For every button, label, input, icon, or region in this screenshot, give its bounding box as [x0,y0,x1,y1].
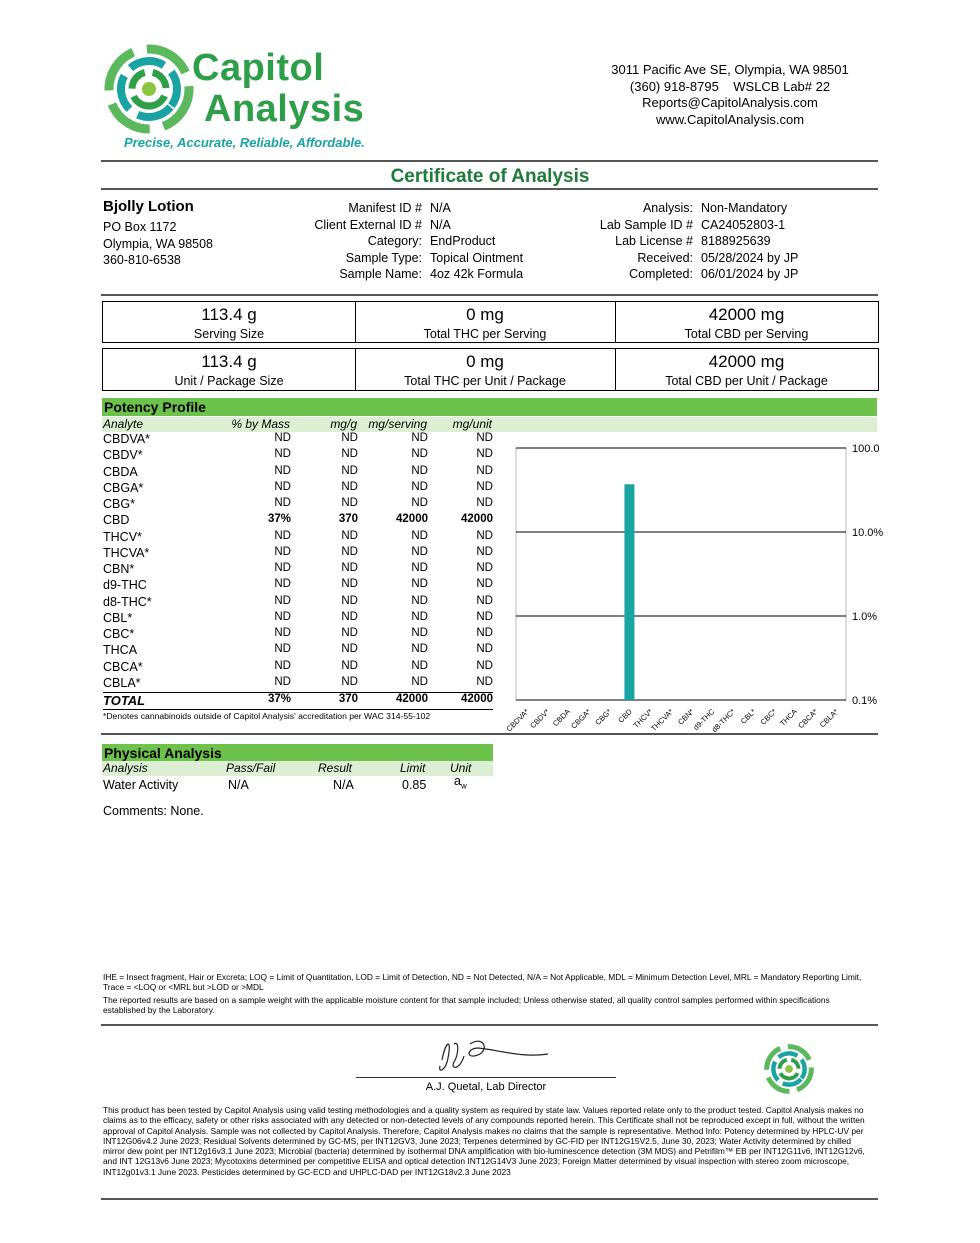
capitol-analysis-small-logo [765,1045,813,1093]
percent-by-mass: ND [274,610,291,623]
col-result: Result [318,761,353,775]
mg-per-unit: ND [476,448,493,461]
document-title: Certificate of Analysis [390,166,590,187]
sample-field-label: Client External ID # [314,217,422,232]
chart-xtick-label: THCA [778,707,799,728]
sample-field-value: Topical Ointment [430,250,524,265]
analyte-name: CBC* [103,627,135,641]
potency-row [103,643,493,659]
unit-main: a [454,774,461,788]
chart-plot-area [516,448,846,700]
percent-by-mass: ND [274,448,291,461]
mg-per-serving: ND [411,610,428,623]
signature [430,1030,560,1078]
mg-per-unit: ND [476,545,493,558]
analyte-name: CBG* [103,497,135,511]
thc-unit-value: 0 mg [466,352,504,371]
mg-per-g: ND [341,594,358,607]
percent-by-mass: ND [274,659,291,672]
total-percent-by-mass: 37% [267,693,291,705]
mg-per-serving: ND [411,578,428,591]
potency-row [103,676,493,692]
chart-xtick-label: CBGA* [569,707,593,731]
mg-per-unit: ND [476,529,493,542]
total-analyte-name: TOTAL [103,693,146,708]
chart-ytick-label: 10.0% [852,527,884,539]
chart-xtick-label: CBLA* [817,707,841,730]
percent-by-mass: ND [274,545,291,558]
cbd-unit-value: 42000 mg [708,352,785,371]
potency-row [103,448,493,464]
physical-unit [454,774,467,791]
analysis-field-value: 8188925639 [701,234,771,248]
mg-per-g: ND [341,578,358,591]
potency-row [103,660,493,676]
chart-xtick-label: THCV* [631,707,655,730]
mg-per-unit: ND [476,480,493,493]
potency-column-headers [102,417,877,432]
lab-address: 3011 Pacific Ave SE, Olympia, WA 98501 [611,62,849,77]
physical-analysis-header: Physical Analysis [102,744,493,761]
chart-bar [624,484,634,700]
analyte-name: CBCA* [103,659,143,674]
lab-phone-license: (360) 918-8795 WSLCB Lab# 22 [629,78,831,94]
mg-per-serving: ND [411,448,428,461]
col-limit: Limit [400,761,426,775]
summary-unit-box [102,348,879,391]
thc-serving-label: Total THC per Serving [423,327,547,341]
potency-row [103,595,493,611]
potency-profile-header: Potency Profile [102,398,877,416]
divider [101,733,878,735]
col-analysis: Analysis [103,761,148,775]
chart-xtick-label: d9-THC [691,707,717,732]
divider [101,188,878,190]
lab-name-line1: Capitol [192,47,325,89]
mg-per-unit: 42000 [461,513,493,526]
mg-per-g: ND [341,545,358,558]
total-mg-per-unit: 42000 [461,693,493,705]
mg-per-unit: ND [476,464,493,477]
analyte-name: CBDVA* [103,432,151,446]
client-address1: PO Box 1172 [103,220,177,234]
potency-footnote: *Denotes cannabinoids outside of Capitol Analysis' accreditation per WAC 314-55-102 [103,711,431,721]
analyte-name: CBGA* [103,480,144,495]
mg-per-unit: ND [476,578,493,591]
potency-row [103,562,493,578]
mg-per-g: ND [341,464,358,477]
mg-per-serving: ND [411,529,428,542]
analyte-name: CBL* [103,610,133,625]
analysis-field-label: Analysis: [642,201,693,215]
mg-per-g: ND [341,627,358,639]
analyte-name: THCVA* [103,545,150,560]
col-analyte: Analyte [103,417,144,431]
physical-column-headers [102,761,493,776]
client-address2: Olympia, WA 98508 [103,236,214,251]
percent-by-mass: ND [274,464,291,477]
physical-analysis-name: Water Activity [103,778,179,792]
analyte-name: CBDA [103,464,138,479]
sample-field-value: N/A [430,217,451,232]
percent-by-mass: ND [274,562,291,574]
percent-by-mass: ND [274,578,291,591]
potency-row [103,465,493,481]
unit-size-value: 113.4 g [201,352,257,371]
percent-by-mass: ND [274,675,291,688]
thc-serving-cell [355,302,615,342]
signatory-name: A.J. Quetal, Lab Director [425,1081,547,1093]
col-pass-fail: Pass/Fail [226,761,276,775]
mg-per-unit: ND [476,610,493,623]
mg-per-unit: ND [476,627,493,639]
disclaimer-method-info: This product has been tested by Capitol Analysis using valid testing methodologies and a quality system as required by state law. Values reported relate only to the product tested. Capitol Analysis makes no claims as to the efficacy, safety or other risks associated with any detected or non-detected levels of any compounds reported herein. This Certificate shall not be reproduced except in full, without the written approval of Capitol Analysis. Sample was not collected by Capitol Analysis. Therefore, Capitol Analysis makes no claims that the sample is representative. Method Info: Potency determined by HPLC-UV per INT12G06v4.2 June 2023; Residual Solvents determined by GC-MS, per INT12GV3, June 2023; Terpenes determined by GC-FID per INT12G15V2.5, June 30, 2023; Water Activity determined by chilled mirror dew point per INT12g16v3.1 June 2023; Microbial (bacteria) determined by isothermal DNA amplification with bio-luminescence detection (3M MDS) and Petrifilm™ EB per INT12G11v6, INT12G12v6, and INT 12G13v6 June 2023; Mycotoxins determined per competitive ELISA and optical detection INT12G14V3 June 2023; Foreign Matter determined by visual inspection with stereo zoom microscope, INT12g01v3.1 June 2023. Pesticides determined by GC-ECD and UHPLC-DAD per INT12G18v2.3 June 2023 [103,1105,865,1177]
percent-by-mass: ND [274,432,291,444]
signature-line [356,1077,616,1078]
chart-ytick-label: 0.1% [852,695,878,707]
mg-per-g: ND [341,529,358,542]
chart-xtick-label: CBD [616,707,634,725]
thc-unit-label: Total THC per Unit / Package [404,374,566,388]
sample-field-label: Manifest ID # [348,201,422,215]
analysis-field-label: Completed: [629,267,693,281]
summary-serving-box [102,301,879,343]
mg-per-unit: ND [476,497,493,509]
analyte-name: THCA [103,643,138,658]
mg-per-unit: ND [476,432,493,444]
mg-per-g: ND [341,610,358,623]
unit-sub: w [460,781,467,791]
mg-per-unit: ND [476,659,493,672]
sample-field-value: 4oz 42k Formula [430,267,524,281]
analyte-name: CBD [103,513,130,528]
physical-pass-fail: N/A [228,778,249,792]
client-address [103,219,213,269]
capitol-analysis-logo [106,46,192,132]
mg-per-serving: ND [411,643,428,656]
analysis-field-label: Lab License # [615,234,693,248]
chart-ytick-label: 1.0% [852,611,878,623]
mg-per-serving: ND [411,627,428,639]
percent-by-mass: ND [274,480,291,493]
unit-size-label: Unit / Package Size [174,374,284,388]
lab-website[interactable]: www.CapitolAnalysis.com [655,111,805,127]
physical-row [102,774,493,796]
mg-per-serving: ND [411,464,428,477]
divider [101,1024,878,1026]
chart-xtick-label: CBDA [550,707,572,729]
analyte-name: THCV* [103,529,142,544]
results-statement: The reported results are based on a sample weight with the applicable moisture content for that sample included; Unless otherwise stated, all quality control samples performed within specifications established by the Laboratory. [103,995,830,1016]
abbreviation-legend: IHE = Insect fragment, Hair or Excreta; LOQ = Limit of Quantitation, LOD = Limit of Detection, ND = Not Detected, N/A = Not Applicable, MDL = Minimum Detection Level, MRL = Mandatory Reporting Limit, Trace = <LOQ or <MRL but >LOD or >MDL [103,972,862,993]
mg-per-serving: ND [411,545,428,558]
mg-per-serving: ND [411,497,428,509]
mg-per-unit: ND [476,594,493,607]
sample-field-label: Sample Type: [345,250,422,265]
potency-row [103,611,493,627]
potency-row [103,481,493,497]
total-mg-per-g: 370 [338,693,358,705]
percent-by-mass: ND [274,627,291,639]
col-percent: % by Mass [231,417,290,431]
analyte-name: d8-THC* [103,594,152,609]
mg-per-g: ND [341,432,358,444]
percent-by-mass: ND [274,529,291,542]
potency-row [103,578,493,594]
lab-email[interactable]: Reports@CapitolAnalysis.com [642,95,818,110]
percent-by-mass: 37% [267,513,291,526]
chart-xtick-label: d8-THC* [709,707,737,735]
potency-row [103,530,493,546]
mg-per-g: ND [341,497,358,509]
chart-xtick-label: CBL* [738,707,758,726]
mg-per-g: ND [341,480,358,493]
analyte-name: CBLA* [103,675,141,690]
col-mgg: mg/g [330,417,357,431]
analysis-field-value: CA24052803-1 [701,217,786,232]
chart-xtick-label: THCVA* [649,707,676,734]
mg-per-g: ND [341,675,358,688]
sample-field-value: N/A [430,201,451,215]
mg-per-unit: ND [476,675,493,688]
col-mgserving: mg/serving [368,417,427,431]
potency-row [103,627,493,643]
mg-per-serving: ND [411,659,428,672]
mg-per-serving: 42000 [396,513,428,526]
col-unit: Unit [450,761,472,775]
mg-per-serving: ND [411,480,428,493]
physical-result: N/A [333,778,354,792]
mg-per-g: ND [341,659,358,672]
potency-chart [500,436,884,746]
mg-per-serving: ND [411,432,428,444]
potency-total-row [103,693,493,710]
analysis-field-label: Lab Sample ID # [599,217,693,232]
potency-row [103,513,493,529]
lab-name-line2: Analysis [204,88,365,130]
potency-row [103,432,493,448]
chart-xtick-label: CBCA* [796,707,820,731]
mg-per-unit: ND [476,562,493,574]
lab-contact [560,62,900,128]
cbd-serving-label: Total CBD per Serving [684,327,809,341]
mg-per-serving: ND [411,675,428,688]
chart-xtick-label: CBDV* [528,707,552,731]
sample-field-label: Category: [367,234,422,248]
analysis-field-label: Received: [637,250,693,265]
comments: Comments: None. [103,804,204,818]
serving-size-cell [103,302,355,342]
mg-per-g: 370 [338,513,358,526]
percent-by-mass: ND [274,594,291,607]
unit-size-cell [103,349,355,390]
col-mgunit: mg/unit [452,417,492,431]
analyte-name: CBN* [103,562,135,576]
chart-xtick-label: CBDVA* [504,707,531,734]
total-mg-per-serving: 42000 [396,693,428,705]
mg-per-serving: ND [411,562,428,574]
percent-by-mass: ND [274,643,291,656]
thc-serving-value: 0 mg [466,305,504,324]
chart-xtick-label: CBC* [758,707,779,727]
serving-size-label: Serving Size [193,327,265,341]
analysis-field-value: 06/01/2024 by JP [701,267,799,281]
potency-row [103,497,493,513]
chart-xtick-label: CBN* [676,707,696,727]
mg-per-unit: ND [476,643,493,656]
divider [101,160,878,162]
cbd-unit-label: Total CBD per Unit / Package [665,374,828,388]
mg-per-g: ND [341,448,358,461]
thc-unit-cell [355,349,615,390]
sample-field-label: Sample Name: [339,267,422,281]
divider [101,294,878,296]
lab-tagline: Precise, Accurate, Reliable, Affordable. [124,135,365,150]
physical-limit: 0.85 [402,778,427,792]
analysis-field-value: 05/28/2024 by JP [701,250,799,265]
client-phone: 360-810-6538 [103,253,181,267]
potency-row [103,546,493,562]
client-name: Bjolly Lotion [103,198,194,215]
cbd-serving-value: 42000 mg [708,305,785,324]
analyte-name: CBDV* [103,448,143,463]
chart-xtick-label: CBG* [593,707,614,727]
divider [101,1198,878,1200]
mg-per-g: ND [341,643,358,656]
cbd-serving-cell [615,302,878,342]
mg-per-serving: ND [411,594,428,607]
mg-per-g: ND [341,562,358,574]
serving-size-value: 113.4 g [201,305,257,324]
analyte-name: d9-THC [103,578,147,593]
analysis-field-value: Non-Mandatory [701,201,788,215]
cbd-unit-cell [615,349,878,390]
percent-by-mass: ND [274,497,291,509]
chart-ytick-label: 100.0 [852,443,880,455]
sample-field-value: EndProduct [430,234,496,248]
